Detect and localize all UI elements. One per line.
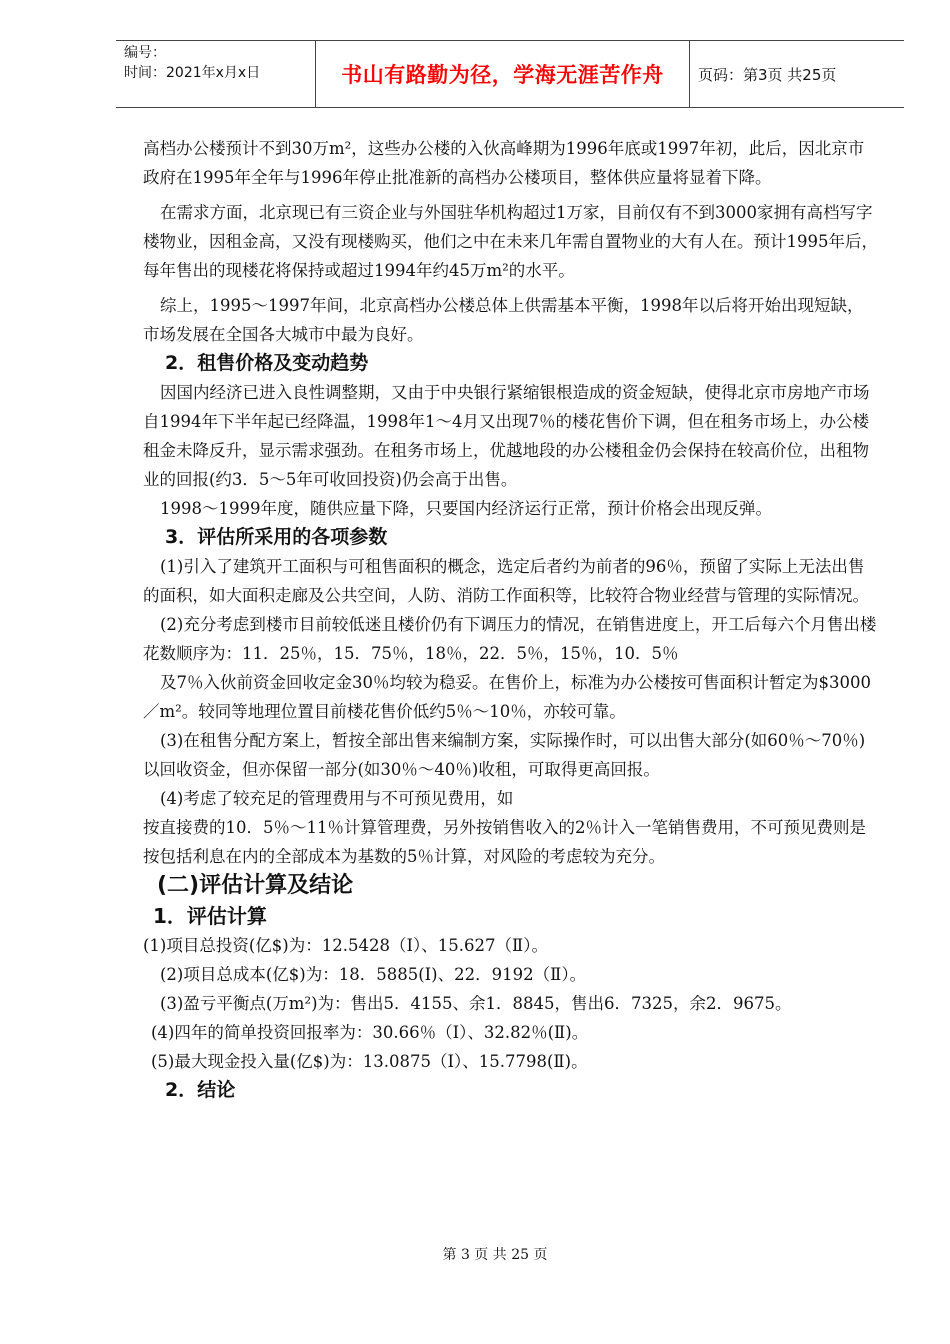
document-number-label: 编号：	[124, 45, 166, 61]
calc-item-1: (1)项目总投资(亿$)为：12.5428（Ⅰ）、15.627（Ⅱ）。	[143, 936, 548, 955]
paragraph-param-1: (1)引入了建筑开工面积与可租售面积的概念，选定后者约为前者的96％，预留了实际上无法出售的面积，如大面积走廊及公共空间，人防、消防工作面积等，比较符合物业经营与管理的实际情况。	[143, 557, 869, 605]
heading-parameters: 3．评估所采用的各项参数	[165, 526, 388, 548]
paragraph-param-4a: (4)考虑了较充足的管理费用与不可预见费用，如	[160, 789, 514, 808]
paragraph-param-4b: 按直接费的10．5％～11％计算管理费，另外按销售收入的2％计入一笔销售费用，不可预见费则是按包括利息在内的全部成本为基数的5％计算，对风险的考虑较为充分。	[143, 818, 866, 866]
heading-conclusion: 2．结论	[165, 1079, 236, 1101]
page-header	[116, 40, 904, 108]
paragraph-demand: 在需求方面，北京现已有三资企业与外国驻华机构超过1万家，目前仅有不到3000家拥有高档写字楼物业，因租金高，又没有现楼购买，他们之中在未来几年需自置物业的大有人在。预计1995年后，每年售出的现楼花将保持或超过1994年约45万m²的水平。	[143, 203, 878, 280]
paragraph-param-2b: 及7％入伙前资金回收定金30％均较为稳妥。在售价上，标准为办公楼按可售面积计暂定为$3000／m²。较同等地理位置目前楼花售价低约5％～10％，亦较可靠。	[143, 673, 871, 721]
heading-price-trend: 2．租售价格及变动趋势	[165, 352, 369, 374]
paragraph-summary: 综上，1995～1997年间，北京高档办公楼总体上供需基本平衡，1998年以后将开始出现短缺，市场发展在全国各大城市中最为良好。	[143, 296, 864, 344]
header-motto: 书山有路勤为径，学海无涯苦作舟	[316, 41, 690, 107]
page-footer: 第 3 页 共 25 页	[442, 1247, 548, 1263]
calc-item-5: (5)最大现金投入量(亿$)为：13.0875（Ⅰ）、15.7798(Ⅱ)。	[151, 1052, 588, 1071]
header-page-number: 页码：第3页 共25页	[698, 65, 837, 84]
document-body	[143, 134, 878, 1105]
paragraph-param-3: (3)在租售分配方案上，暂按全部出售来编制方案，实际操作时，可以出售大部分(如60％～70％)以回收资金，但亦保留一部分(如30％～40％)收租，可取得更高回报。	[143, 731, 866, 779]
heading-calculation: 1．评估计算	[153, 904, 267, 928]
paragraph-price-rebound: 1998～1999年度，随供应量下降，只要国内经济运行正常，预计价格会出现反弹。	[160, 499, 772, 518]
heading-section-2: (二)评估计算及结论	[157, 873, 354, 898]
paragraph-price-trend: 因国内经济已进入良性调整期，又由于中央银行紧缩银根造成的资金短缺，使得北京市房地产市场自1994年下半年起已经降温，1998年1～4月又出现7％的楼花售价下调，但在租务市场上，办公楼租金未降反升，显示需求强劲。在租务市场上，优越地段的办公楼租金仍会保持在较高价位，出租物业的回报(约3．5～5年可收回投资)仍会高于出售。	[143, 383, 870, 489]
paragraph-param-2a: (2)充分考虑到楼市目前较低迷且楼价仍有下调压力的情况，在销售进度上，开工后每六个月售出楼花数顺序为：11．25％，15．75％，18％，22．5％，15％，10．5％	[143, 615, 877, 663]
paragraph-supply: 高档办公楼预计不到30万m²，这些办公楼的入伙高峰期为1996年底或1997年初，此后，因北京市政府在1995年全年与1996年停止批准新的高档办公楼项目，整体供应量将显着下降。	[143, 139, 865, 187]
calc-item-2: (2)项目总成本(亿$)为：18．5885(Ⅰ)、22．9192（Ⅱ）。	[160, 965, 587, 984]
header-meta	[116, 41, 316, 107]
calc-item-4: (4)四年的简单投资回报率为：30.66％（Ⅰ）、32.82％(Ⅱ)。	[151, 1023, 589, 1042]
document-time-label: 时间：2021年x月x日	[124, 65, 261, 81]
calc-item-3: (3)盈亏平衡点(万m²)为：售出5．4155、余1．8845，售出6．7325，余2．9675。	[160, 994, 792, 1013]
